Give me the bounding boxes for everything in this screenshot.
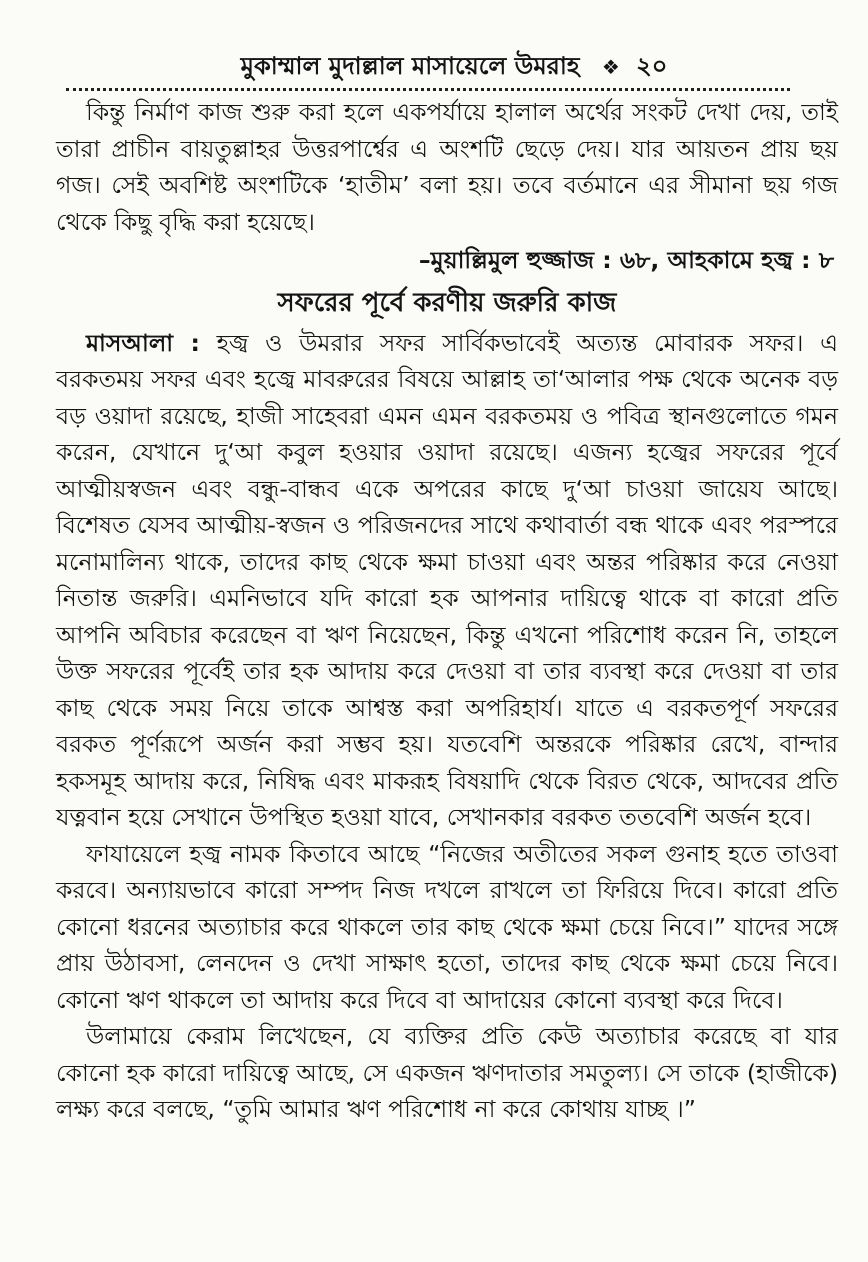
page-body: [56, 94, 838, 1128]
header-divider: [66, 88, 790, 91]
ulama-paragraph: উলামায়ে কেরাম লিখেছেন, যে ব্যক্তির প্রতি কেউ অত্যাচার করেছে বা যার কোনো হক কারো দায়িত্বে আছে, সে একজন ঋণদাতার সমতুল্য। সে তাকে (হাজীকে) লক্ষ্য করে বলছে, “তুমি আমার ঋণ পরিশোধ না করে কোথায় যাচ্ছ ।”: [56, 1022, 838, 1123]
ornament-icon: ❖: [601, 55, 620, 79]
fazail-paragraph: ফাযায়েলে হজ্ব নামক কিতাবে আছে “নিজের অতীতের সকল গুনাহ হতে তাওবা করবে। অন্যায়ভাবে কারো সম্পদ নিজ দখলে রাখলে তা ফিরিয়ে দিবে। কারো প্রতি কোনো ধরনের অত্যাচার করে থাকলে তার কাছ থেকে ক্ষমা চেয়ে নিবে।” যাদের সঙ্গে প্রায় উঠাবসা, লেনদেন ও দেখা সাক্ষাৎ হতো, তাদের কাছ থেকে ক্ষমা চেয়ে নিবে। কোনো ঋণ থাকলে তা আদায় করে দিবে বা আদায়ের কোনো ব্যবস্থা করে দিবে।: [56, 839, 838, 1014]
book-title: মুকাম্মাল মুদাল্লাল মাসায়েলে উমরাহ: [240, 52, 580, 80]
intro-paragraph: কিন্তু নির্মাণ কাজ শুরু করা হলে একপর্যায়ে হালাল অর্থের সংকট দেখা দেয়, তাই তারা প্রাচীন বায়তুল্লাহর উত্তরপার্শ্বের এ অংশটি ছেড়ে দেয়। যার আয়তন প্রায় ছয় গজ। সেই অবশিষ্ট অংশটিকে ‘হাতীম’ বলা হয়। তবে বর্তমানে এর সীমানা ছয় গজ থেকে কিছু বৃদ্ধি করা হয়েছে।: [56, 98, 838, 236]
masala-paragraph: [56, 325, 838, 836]
page-number: ২০: [636, 52, 668, 80]
section-heading: সফরের পূর্বে করণীয় জরুরি কাজ: [277, 287, 617, 318]
masala-text: হজ্ব ও উমরার সফর সার্বিকভাবেই অত্যন্ত মোবারক সফর। এ বরকতময় সফর এবং হজ্বে মাবরুরের বিষয়ে আল্লাহ তা‘আলার পক্ষ থেকে অনেক বড় বড় ওয়াদা রয়েছে, হাজী সাহেবরা এমন এমন বরকতময় ও পবিত্র স্থানগুলোতে গমন করেন, যেখানে দু‘আ কবুল হওয়ার ওয়াদা রয়েছে। এজন্য হজ্বের সফরের পূর্বে আত্মীয়স্বজন এবং বন্ধু-বান্ধব একে অপরের কাছে দু‘আ চাওয়া জায়েয আছে। বিশেষত যেসব আত্মীয়-স্বজন ও পরিজনদের সাথে কথাবার্তা বন্ধ থাকে এবং পরস্পরে মনোমালিন্য থাকে, তাদের কাছ থেকে ক্ষমা চাওয়া এবং অন্তর পরিষ্কার করে নেওয়া নিতান্ত জরুরি। এমনিভাবে যদি কারো হক আপনার দায়িত্বে থাকে বা কারো প্রতি আপনি অবিচার করেছেন বা ঋণ নিয়েছেন, কিন্তু এখনো পরিশোধ করেন নি, তাহলে উক্ত সফরের পূর্বেই তার হক আদায় করে দেওয়া বা তার ব্যবস্থা করে দেওয়া বা তার কাছ থেকে সময় নিয়ে তাকে আশ্বস্ত করা অপরিহার্য। যাতে এ বরকতপূর্ণ সফরের বরকত পূর্ণরূপে অর্জন করা সম্ভব হয়। যতবেশি অন্তরকে পরিষ্কার রেখে, বান্দার হকসমূহ আদায় করে, নিষিদ্ধ এবং মাকরূহ বিষয়াদি থেকে বিরত থেকে, আদবের প্রতি যত্নবান হয়ে সেখানে উপস্থিত হওয়া যাবে, সেখানকার বরকত ততবেশি অর্জন হবে।: [56, 328, 839, 831]
citation: –মুয়াল্লিমুল হুজ্জাজ : ৬৮, আহকামে হজ্ব : ৮: [418, 246, 834, 274]
masala-label: মাসআলা :: [86, 328, 200, 357]
running-header: [0, 46, 868, 86]
